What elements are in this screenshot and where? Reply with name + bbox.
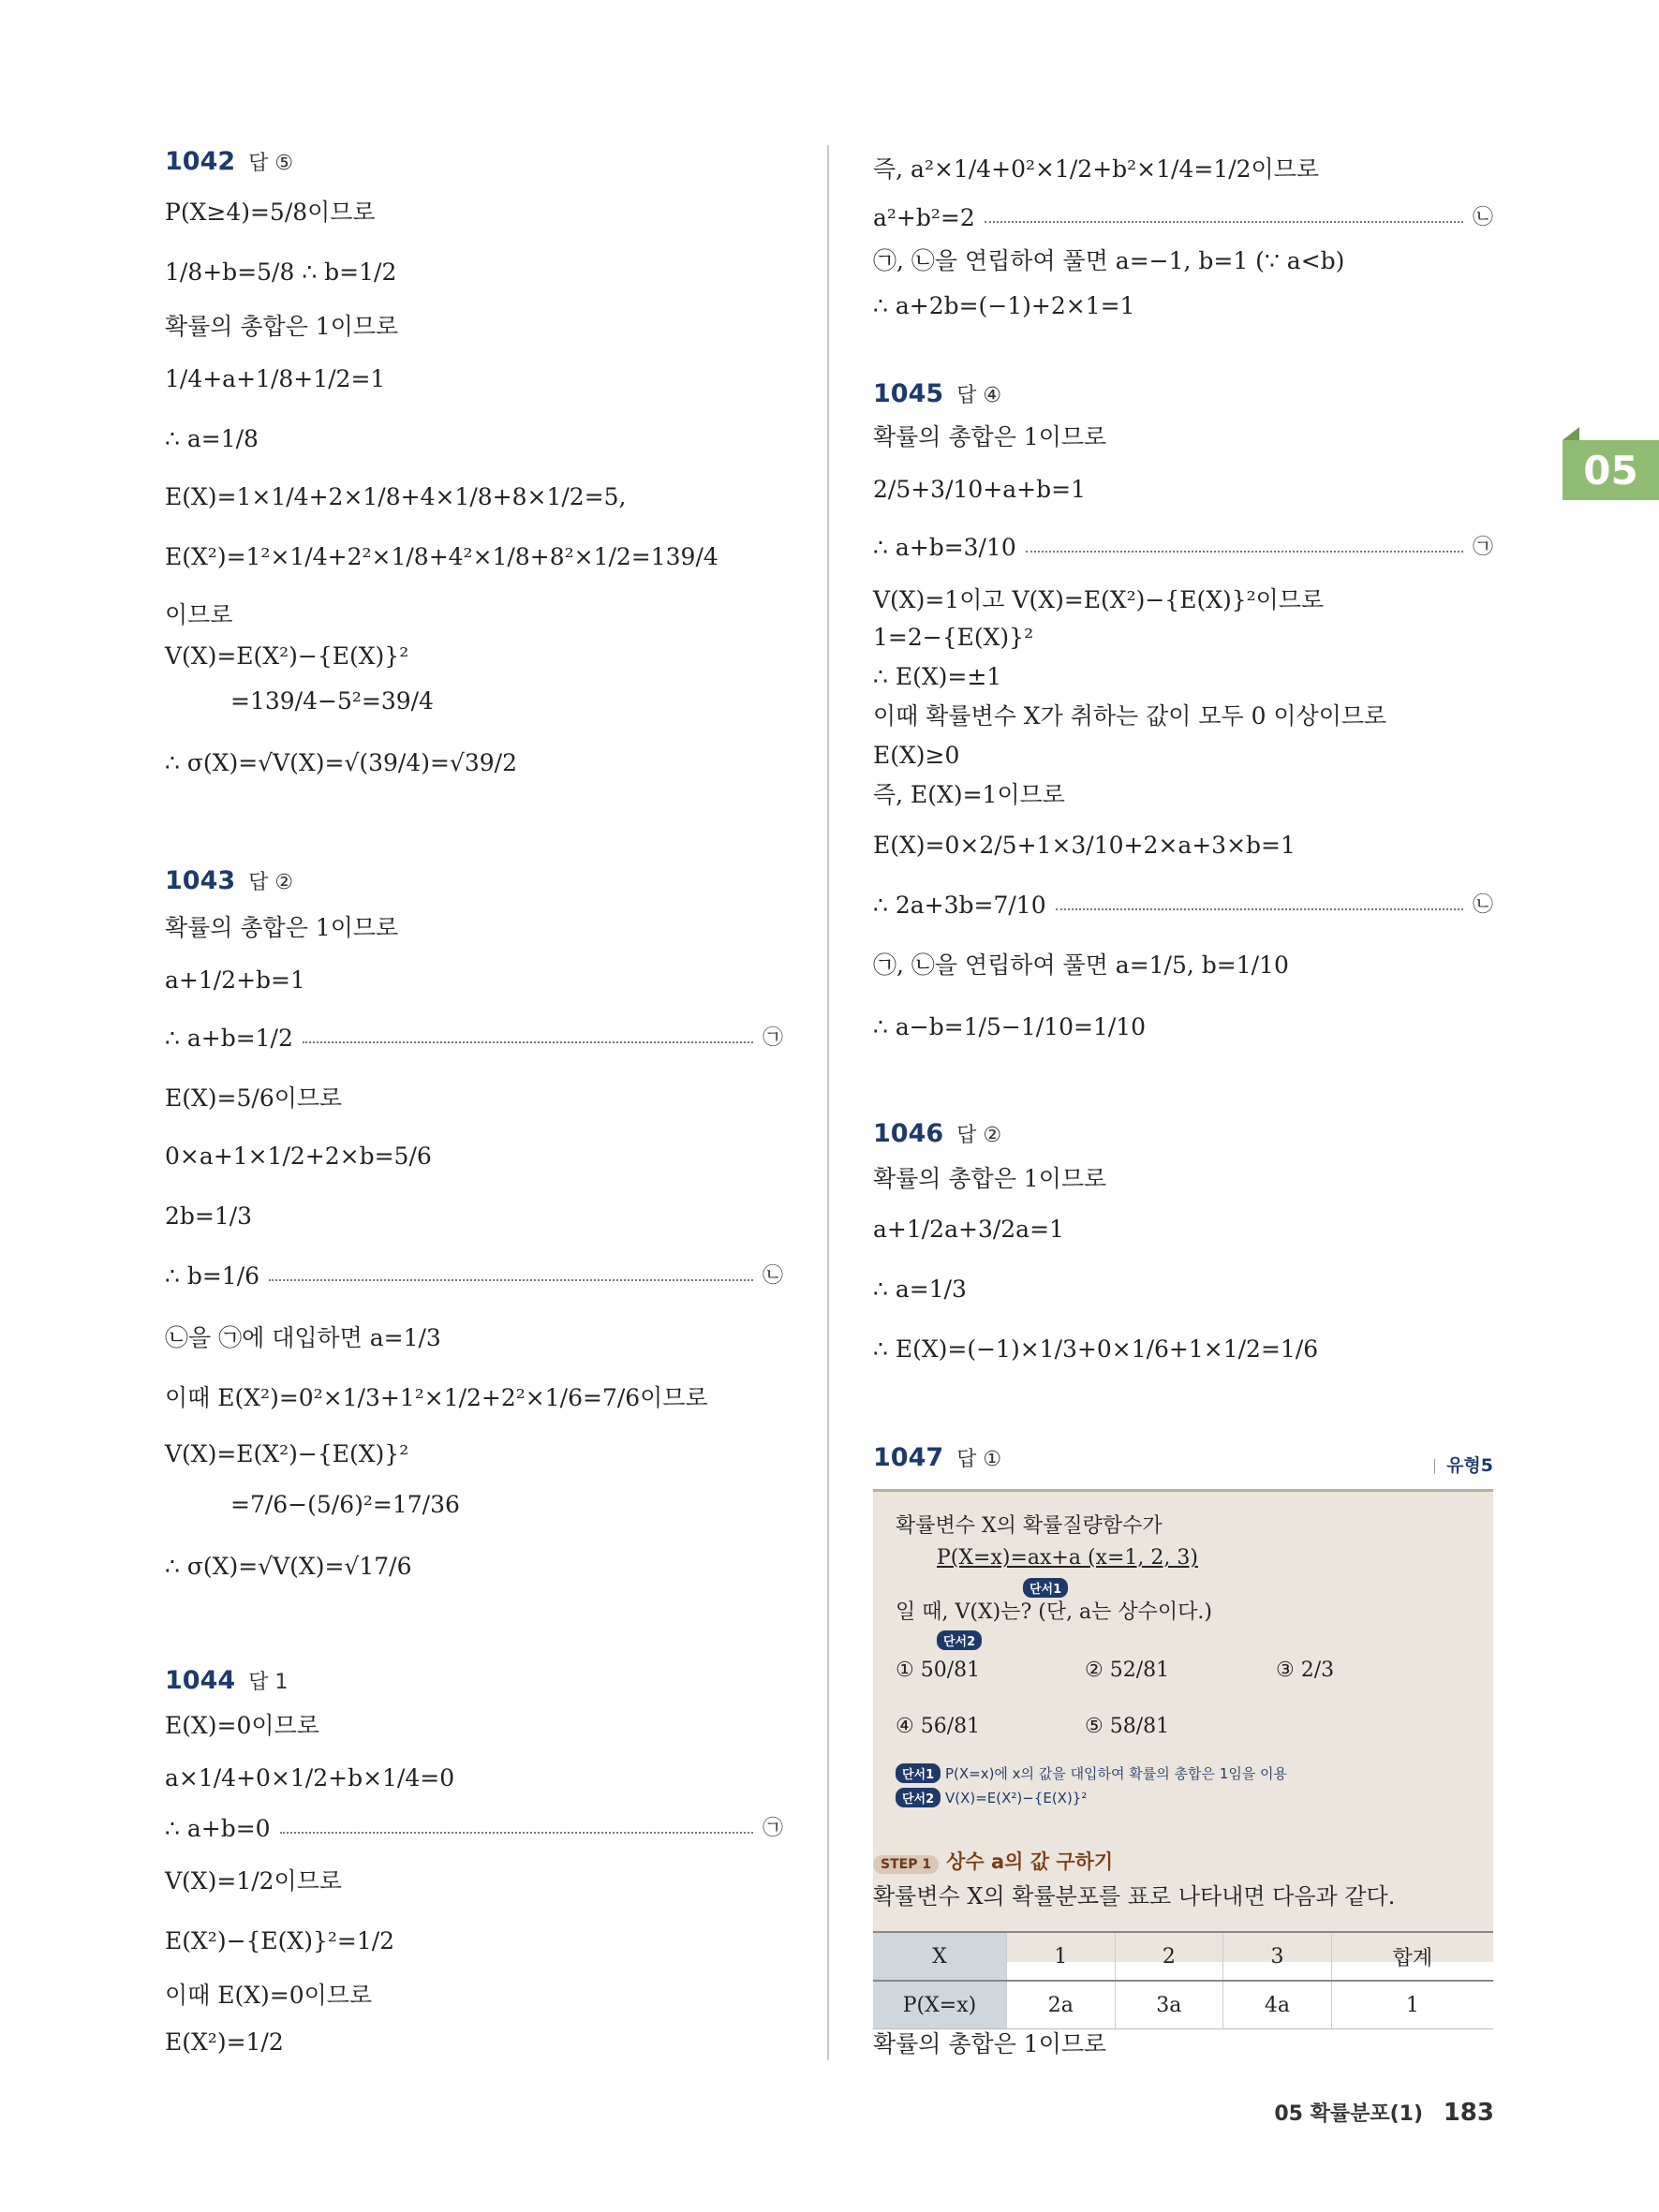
text-line: ∴ σ(X)=√V(X)=√(39/4)=√39/2 [165, 749, 518, 776]
equation-line: ∴ b=1/6 ㉡ [165, 1261, 783, 1292]
leader-dots [1056, 908, 1463, 910]
equation-line: ∴ a+b=3/10 ㉠ [873, 532, 1493, 564]
text-line: V(X)=E(X²)−{E(X)}² [165, 1440, 409, 1467]
equation-marker: ㉡ [762, 1264, 783, 1288]
text-line: V(X)=1/2이므로 [165, 1867, 342, 1895]
step-1-heading: STEP 1 상수 a의 값 구하기 [873, 1847, 1113, 1875]
problem-header [165, 146, 783, 180]
text-line: ∴ σ(X)=√V(X)=√17/6 [165, 1553, 412, 1580]
distribution-table [873, 1931, 1493, 2029]
equation-marker: ㉠ [762, 1817, 783, 1840]
answer-badge: 답 ① [956, 1448, 1002, 1471]
problem-header [165, 1665, 783, 1699]
leader-dots [269, 1279, 753, 1281]
equation-line: a²+b²=2 ㉡ [873, 202, 1493, 234]
text-line: 0×a+1×1/2+2×b=5/6 [165, 1143, 432, 1170]
hint-1: 단서1 P(X=x)에 x의 값을 대입하여 확률의 총합은 1임을 이용 [896, 1763, 1287, 1783]
text-line: 확률의 총합은 1이므로 [165, 313, 399, 340]
problem-number: 1043 [165, 866, 236, 895]
text-line: P(X≥4)=5/8이므로 [165, 199, 376, 226]
text-line: 2b=1/3 [165, 1202, 253, 1230]
text-line: 이때 E(X)=0이므로 [165, 1982, 373, 2009]
column-divider [827, 145, 829, 2060]
problem-header [165, 865, 783, 899]
text-line: E(X)=0×2/5+1×3/10+2×a+3×b=1 [873, 832, 1296, 859]
equation-line: ∴ 2a+3b=7/10 ㉡ [873, 890, 1493, 922]
table-header-cell: 3 [1223, 1932, 1332, 1981]
choice-1[interactable]: ① 50/81 [896, 1659, 981, 1682]
text-line: 2/5+3/10+a+b=1 [873, 476, 1086, 503]
equation-line: ∴ a+b=0 ㉠ [165, 1813, 783, 1845]
text-line: ∴ a+2b=(−1)+2×1=1 [873, 292, 1135, 319]
text-line: 확률의 총합은 1이므로 [165, 914, 399, 941]
table-cell: 4a [1223, 1981, 1332, 2029]
problem-number: 1044 [165, 1666, 236, 1695]
choice-5[interactable]: ⑤ 58/81 [1085, 1715, 1170, 1738]
table-row [873, 1981, 1493, 2029]
text-line: ㉠, ㉡을 연립하여 풀면 a=1/5, b=1/10 [873, 951, 1289, 979]
equation-marker: ㉡ [1472, 206, 1493, 229]
text-line: a+1/2a+3/2a=1 [873, 1216, 1064, 1243]
problem-header [873, 378, 1493, 412]
text-line: E(X²)=1/2 [165, 2028, 284, 2056]
choice-4[interactable]: ④ 56/81 [896, 1715, 981, 1738]
text-line: 이므로 [165, 601, 233, 628]
leader-dots [1026, 551, 1463, 553]
choice-3[interactable]: ③ 2/3 [1276, 1659, 1335, 1682]
text-line: 즉, a²×1/4+0²×1/2+b²×1/4=1/2이므로 [873, 155, 1319, 183]
text-line: ∴ a−b=1/5−1/10=1/10 [873, 1013, 1147, 1040]
answer-badge: 답 1 [248, 1671, 289, 1694]
equation-line: ∴ a+b=1/2 ㉠ [165, 1023, 783, 1054]
equation-marker: ㉡ [1472, 893, 1493, 917]
answer-badge: 답 ④ [956, 384, 1002, 407]
leader-dots [303, 1041, 753, 1043]
answer-badge: 답 ② [248, 871, 294, 894]
text-line: E(X)=5/6이므로 [165, 1084, 343, 1112]
table-row [873, 1932, 1493, 1981]
text-line: a×1/4+0×1/2+b×1/4=0 [165, 1764, 455, 1792]
question-line: 일 때, V(X)는? (단, a는 상수이다.) [896, 1600, 1213, 1624]
text-line: 1/8+b=5/8 ∴ b=1/2 [165, 258, 397, 286]
text-line: V(X)=1이고 V(X)=E(X²)−{E(X)}²이므로 [873, 586, 1325, 613]
equation-marker: ㉠ [1472, 536, 1493, 559]
text-line: a+1/2+b=1 [165, 966, 305, 994]
table-header-cell: 합계 [1331, 1932, 1493, 1981]
text-line: ∴ E(X)=±1 [873, 663, 1002, 690]
text-line: E(X²)=1²×1/4+2²×1/8+4²×1/8+8²×1/2=139/4 [165, 543, 718, 570]
text-line: E(X)=1×1/4+2×1/8+4×1/8+8×1/2=5, [165, 483, 627, 510]
text-line: =7/6−(5/6)²=17/36 [230, 1491, 460, 1518]
text-line: =139/4−5²=39/4 [230, 687, 434, 715]
table-cell: 1 [1331, 1981, 1493, 2029]
text-line: ∴ a=1/8 [165, 425, 259, 452]
problem-number: 1046 [873, 1119, 944, 1148]
footer-section: 05 확률분포(1) [1274, 2102, 1424, 2126]
clue-chip: 단서2 [937, 1630, 982, 1650]
text-line: ㉡을 ㉠에 대입하면 a=1/3 [165, 1324, 441, 1351]
choice-2[interactable]: ② 52/81 [1085, 1659, 1170, 1682]
table-header-cell: 1 [1007, 1932, 1116, 1981]
text-line: E(X²)−{E(X)}²=1/2 [165, 1927, 395, 1954]
text-line: V(X)=E(X²)−{E(X)}² [165, 642, 409, 670]
question-formula: P(X=x)=ax+a (x=1, 2, 3) [937, 1546, 1198, 1570]
step-1-text: 확률변수 X의 확률분포를 표로 나타내면 다음과 같다. [873, 1883, 1396, 1910]
last-line: 확률의 총합은 1이므로 [873, 2030, 1107, 2057]
table-cell: 3a [1115, 1981, 1223, 2029]
text-line: ∴ E(X)=(−1)×1/3+0×1/6+1×1/2=1/6 [873, 1335, 1319, 1363]
text-line: E(X)=0이므로 [165, 1712, 319, 1739]
table-header-cell: 2 [1115, 1932, 1223, 1981]
text-line: E(X)≥0 [873, 742, 960, 769]
text-line: 즉, E(X)=1이므로 [873, 781, 1065, 808]
page-footer [1274, 2098, 1494, 2127]
question-line: 확률변수 X의 확률질량함수가 [896, 1514, 1163, 1538]
table-cell: P(X=x) [873, 1981, 1007, 2029]
leader-dots [280, 1832, 753, 1834]
problem-number: 1042 [165, 147, 236, 176]
problem-number: 1045 [873, 379, 944, 408]
leader-dots [985, 221, 1463, 223]
problem-number: 1047 [873, 1443, 944, 1472]
equation-marker: ㉠ [762, 1026, 783, 1050]
text-line: ㉠, ㉡을 연립하여 풀면 a=−1, b=1 (∵ a<b) [873, 247, 1345, 274]
answer-badge: 답 ⑤ [248, 152, 294, 175]
text-line: 1/4+a+1/8+1/2=1 [165, 365, 386, 392]
text-line: 확률의 총합은 1이므로 [873, 1165, 1107, 1192]
table-cell: 2a [1007, 1981, 1116, 2029]
text-line: 1=2−{E(X)}² [873, 624, 1034, 651]
text-line: ∴ a=1/3 [873, 1276, 967, 1303]
answer-badge: 답 ② [956, 1124, 1002, 1147]
table-header-cell: X [873, 1932, 1007, 1981]
chapter-tab: 05 [1563, 440, 1659, 500]
text-line: 이때 E(X²)=0²×1/3+1²×1/2+2²×1/6=7/6이므로 [165, 1384, 708, 1411]
problem-header [873, 1118, 1493, 1152]
problem-header [873, 1442, 1493, 1476]
text-line: 확률의 총합은 1이므로 [873, 423, 1107, 450]
page-number: 183 [1443, 2099, 1494, 2127]
hint-2: 단서2 V(X)=E(X²)−{E(X)}² [896, 1788, 1087, 1807]
text-line: 이때 확률변수 X가 취하는 값이 모두 0 이상이므로 [873, 702, 1387, 730]
type-label: 유형5 [1434, 1452, 1493, 1477]
clue-chip: 단서1 [1023, 1578, 1068, 1598]
